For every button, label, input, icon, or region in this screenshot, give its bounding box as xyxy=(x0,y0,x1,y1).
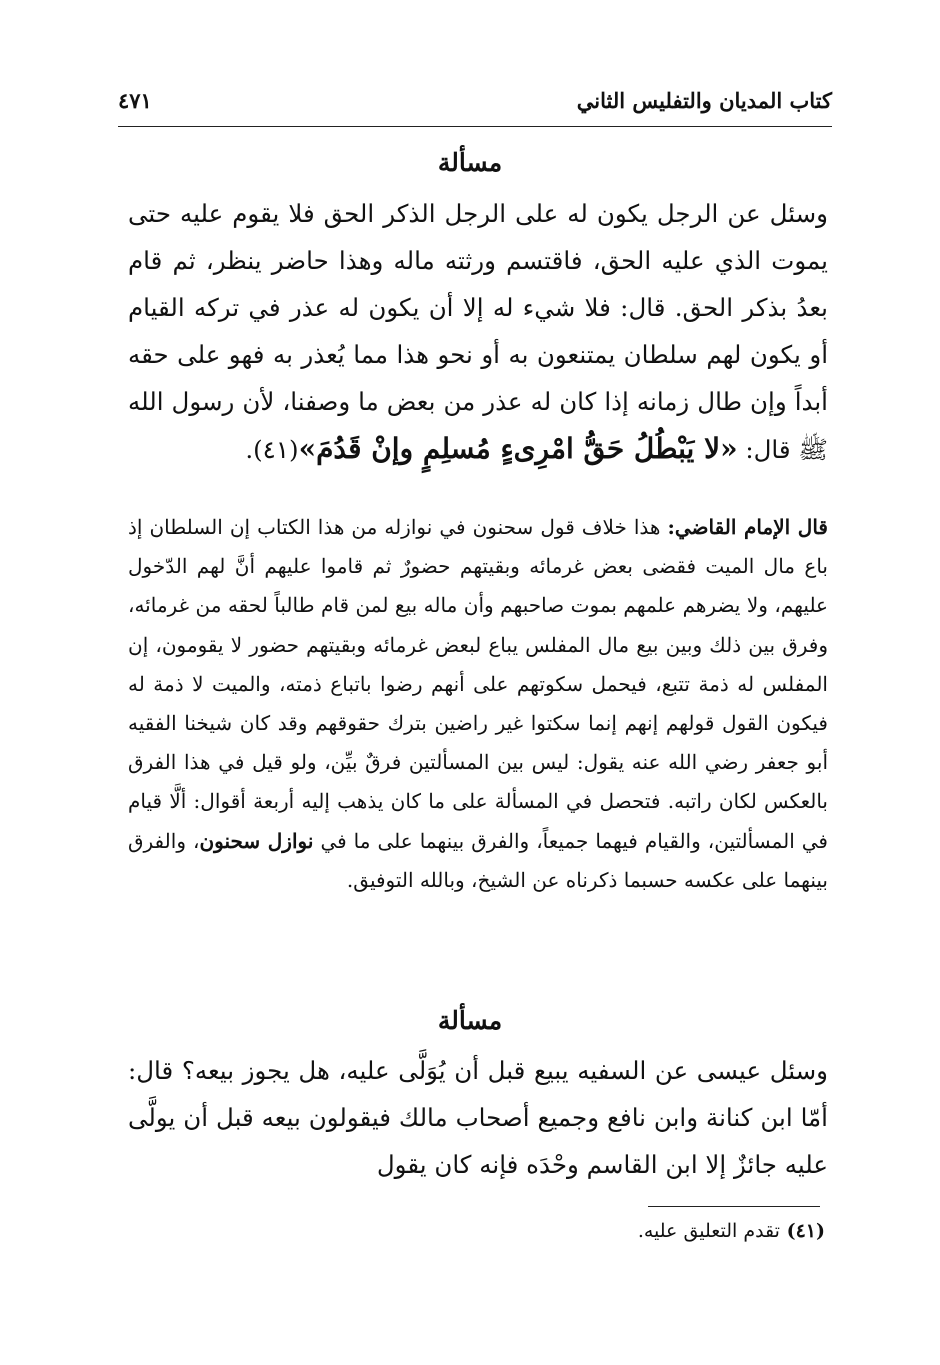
section-title-2: مسألة xyxy=(437,1006,503,1035)
header-rule xyxy=(118,126,832,127)
footnote-reference: (٤١). xyxy=(245,435,299,464)
footnote-text: تقدم التعليق عليه. xyxy=(637,1220,780,1242)
section-1-paragraph xyxy=(128,190,828,473)
page-number: ٤٧١ xyxy=(118,88,152,113)
section-title-1: مسألة xyxy=(437,148,503,177)
page-header xyxy=(118,88,832,122)
bold-phrase: نوازل سحنون xyxy=(199,828,314,853)
hadith-quote: «لا يَبْطُلُ حَقُّ امْرِىءٍ مُسلِمٍ وإنْ قَدُمَ» xyxy=(298,432,738,465)
section-2-paragraph: وسئل عيسى عن السفيه يبيع قبل أن يُوَلَّى عليه، هل يجوز بيعه؟ قال: أمّا ابن كنانة وابن نافع وجميع أصحاب مالك فيقولون بيعه قبل أن يولَّى عليه جائزٌ إلا ابن القاسم وحْدَه فإنه كان يقول xyxy=(128,1056,828,1179)
running-title: كتاب المديان والتفليس الثاني xyxy=(576,88,832,113)
footnote-number: (٤١) xyxy=(786,1220,825,1242)
footnote xyxy=(638,1220,825,1242)
footnote-rule xyxy=(648,1206,820,1207)
judge-comment-end: ، والفرق بينهما على عكسه حسبما ذكرناه عن الشيخ، وبالله التوفيق. xyxy=(128,828,828,892)
section-1-text: وسئل عن الرجل يكون له على الرجل الذكر الحق فلا يقوم عليه حتى يموت الذي عليه الحق، فاقتسم ورثته ماله وهذا حاضر ينظر، ثم قام بعدُ بذكر الحق. قال: فلا شيء له إلا أن يكون له عذر في تركه القيام أو يكون لهم سلطان يمتنعون به أو نحو هذا مما يُعذر به فهو على حقه أبداً وإن طال زمانه إذا كان له عذر من بعض ما وصفنا، لأن رسول الله ﷺ قال: xyxy=(128,199,828,464)
judge-comment-lead: قال الإمام القاضي: xyxy=(667,515,828,539)
judge-comment-paragraph xyxy=(128,508,828,900)
judge-comment-text: هذا خلاف قول سحنون في نوازله من هذا الكتاب إن السلطان إذ باع مال الميت فقضى بعض غرمائه وبقيتهم حضورٌ ثم قاموا عليهم أنَّ لهم الدّخول عليهم، ولا يضرهم علمهم بموت صاحبهم وأن ماله بيع لمن قام طالباً لحقه من غرمائه، وفرق بين ذلك وبين بيع مال المفلس يباع لبعض غرمائه وبقيتهم حضور لا يقومون، إن المفلس له ذمة تتبع، فيحمل سكوتهم على أنهم رضوا باتباع ذمته، والميت لا ذمة له فيكون القول قولهم إنهم إنما سكتوا غير راضين بترك حقوقهم وقد كان شيخنا الفقيه أبو جعفر رضي الله عنه يقول: ليس بين المسألتين فرقٌ بيِّن، ولو قيل في هذا الفرق بالعكس لكان راتبه. فتحصل في المسألة على ما كان يذهب إليه أربعة أقوال: ألَّا قيام في المسألتين، والقيام فيهما جميعاً، والفرق بينهما على ما في xyxy=(128,515,828,853)
